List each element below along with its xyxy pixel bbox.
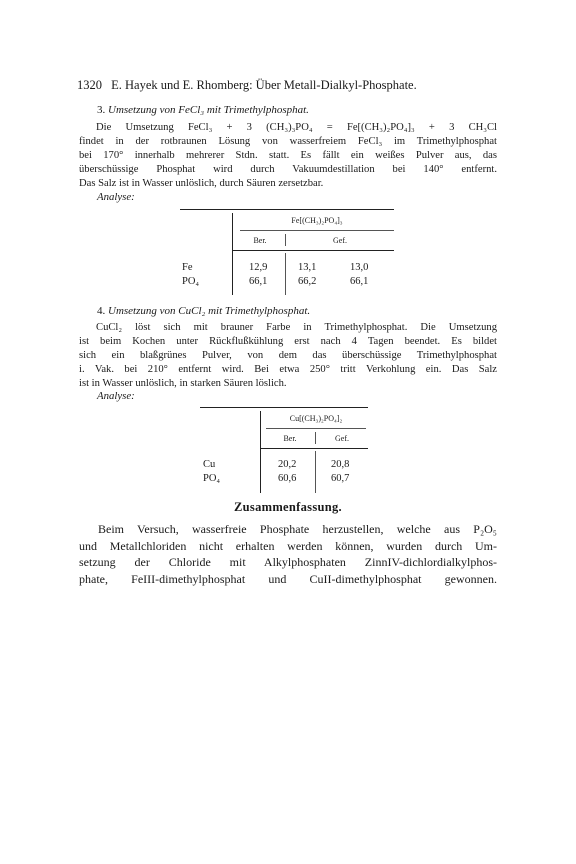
paragraph-line: überschüssige Phosphat wird durch Vakuumdestillation bei 140° entfernt.	[79, 164, 497, 176]
table-header-rule	[260, 448, 368, 449]
analyse-label: Analyse:	[97, 390, 135, 402]
table-row-label: PO₄	[182, 276, 200, 287]
table-col-divider	[315, 432, 316, 444]
table-cell-found: 66,2	[298, 276, 317, 287]
section-3-title: Umsetzung von FeCl₃ mit Trimethylphosphat.	[108, 104, 309, 116]
analyse-label: Analyse:	[97, 191, 135, 203]
table-header-rule	[232, 250, 394, 251]
paragraph-line: findet in der rotbraunen Lösung von wasserfreiem FeCl₃ im Trimethylphosphat	[79, 136, 497, 148]
table-cell-found: 13,0	[350, 262, 369, 273]
table-cell-found: 13,1	[298, 262, 317, 273]
table-cell-calc: 12,9	[249, 262, 268, 273]
section-3-heading	[97, 104, 309, 116]
section-3-paragraph	[79, 121, 497, 191]
paragraph-line: sich ein blaßgrünes Pulver, von dem das überschüssige Trimethylphosphat	[79, 350, 497, 362]
table-vertical-rule	[232, 213, 233, 295]
table-col-divider	[315, 451, 316, 493]
table-row-label: Cu	[203, 459, 216, 470]
table-row-label: PO₄	[203, 473, 221, 484]
table-row-label: Fe	[182, 262, 193, 273]
section-4-paragraph	[79, 321, 497, 391]
paragraph-line: setzung der Chloride mit Alkylphosphaten ZinnIV-dichlordialkylphos-	[79, 555, 497, 569]
table-cell-calc: 66,1	[249, 276, 268, 287]
paragraph-line: ist beim Kochen unter Rückflußkühlung erst nach 4 Tagen beendet. Es bildet	[79, 336, 497, 348]
table-top-rule	[200, 407, 368, 408]
paragraph-line: CuCl₂ löst sich mit brauner Farbe in Trimethylphosphat. Die Umsetzung	[96, 322, 497, 333]
paragraph-line: Das Salz ist in Wasser unlöslich, durch Säuren zersetzbar.	[79, 178, 324, 190]
table-subheader-rule	[266, 428, 366, 429]
paragraph-line: Beim Versuch, wasserfreie Phosphate herzustellen, welche aus P₂O₅	[98, 522, 497, 536]
table-top-rule	[180, 209, 394, 210]
table-cell-found: 66,1	[350, 276, 369, 287]
paragraph-line: und Metallchloriden nicht erhalten werden können, wurden durch Um-	[79, 538, 497, 553]
table-col-found: Gef.	[333, 236, 347, 245]
table-col-calc: Ber.	[253, 236, 267, 245]
paragraph-line: bei 170° innerhalb mehrerer Stdn. statt. Es fällt ein weißes Pulver aus, das	[79, 150, 497, 162]
table-vertical-rule	[260, 411, 261, 493]
section-3-number: 3.	[97, 104, 106, 116]
table-cell-calc: 60,6	[278, 473, 297, 484]
table-compound-header: Fe[(CH₃)₂PO₄]₃	[291, 216, 343, 225]
section-4-title: Umsetzung von CuCl₂ mit Trimethylphosphat.	[108, 305, 311, 317]
summary-heading: Zusammenfassung.	[234, 500, 342, 514]
paragraph-line: phate, FeIII-dimethylphosphat und CuII-dimethylphosphat gewonnen.	[79, 571, 497, 586]
table-subheader-rule	[240, 230, 394, 231]
paragraph-line: ist in Wasser unlöslich, in starken Säuren löslich.	[79, 378, 287, 390]
paragraph-line: i. Vak. bei 210° entfernt wird. Bei etwa 250° tritt Verkohlung ein. Das Salz	[79, 364, 497, 376]
page-number: 1320	[77, 78, 102, 92]
table-col-found: Gef.	[335, 434, 349, 443]
table-col-divider	[285, 234, 286, 246]
table-col-calc: Ber.	[283, 434, 297, 443]
summary-paragraph	[79, 521, 497, 587]
table-cell-found: 60,7	[331, 473, 350, 484]
running-header	[77, 78, 497, 93]
table-cell-calc: 20,2	[278, 459, 297, 470]
section-4-heading	[97, 305, 310, 317]
section-4-number: 4.	[97, 305, 106, 317]
table-compound-header: Cu[(CH₃)₂PO₄]₂	[289, 414, 343, 423]
table-cell-found: 20,8	[331, 459, 350, 470]
table-col-divider	[285, 253, 286, 295]
paragraph-line: Die Umsetzung FeCl₃ + 3 (CH₃)₃PO₄ = Fe[(CH₃)₂PO₄]₃ + 3 CH₃Cl	[96, 122, 497, 133]
running-title: E. Hayek und E. Rhomberg: Über Metall-Dialkyl-Phosphate.	[111, 78, 417, 92]
